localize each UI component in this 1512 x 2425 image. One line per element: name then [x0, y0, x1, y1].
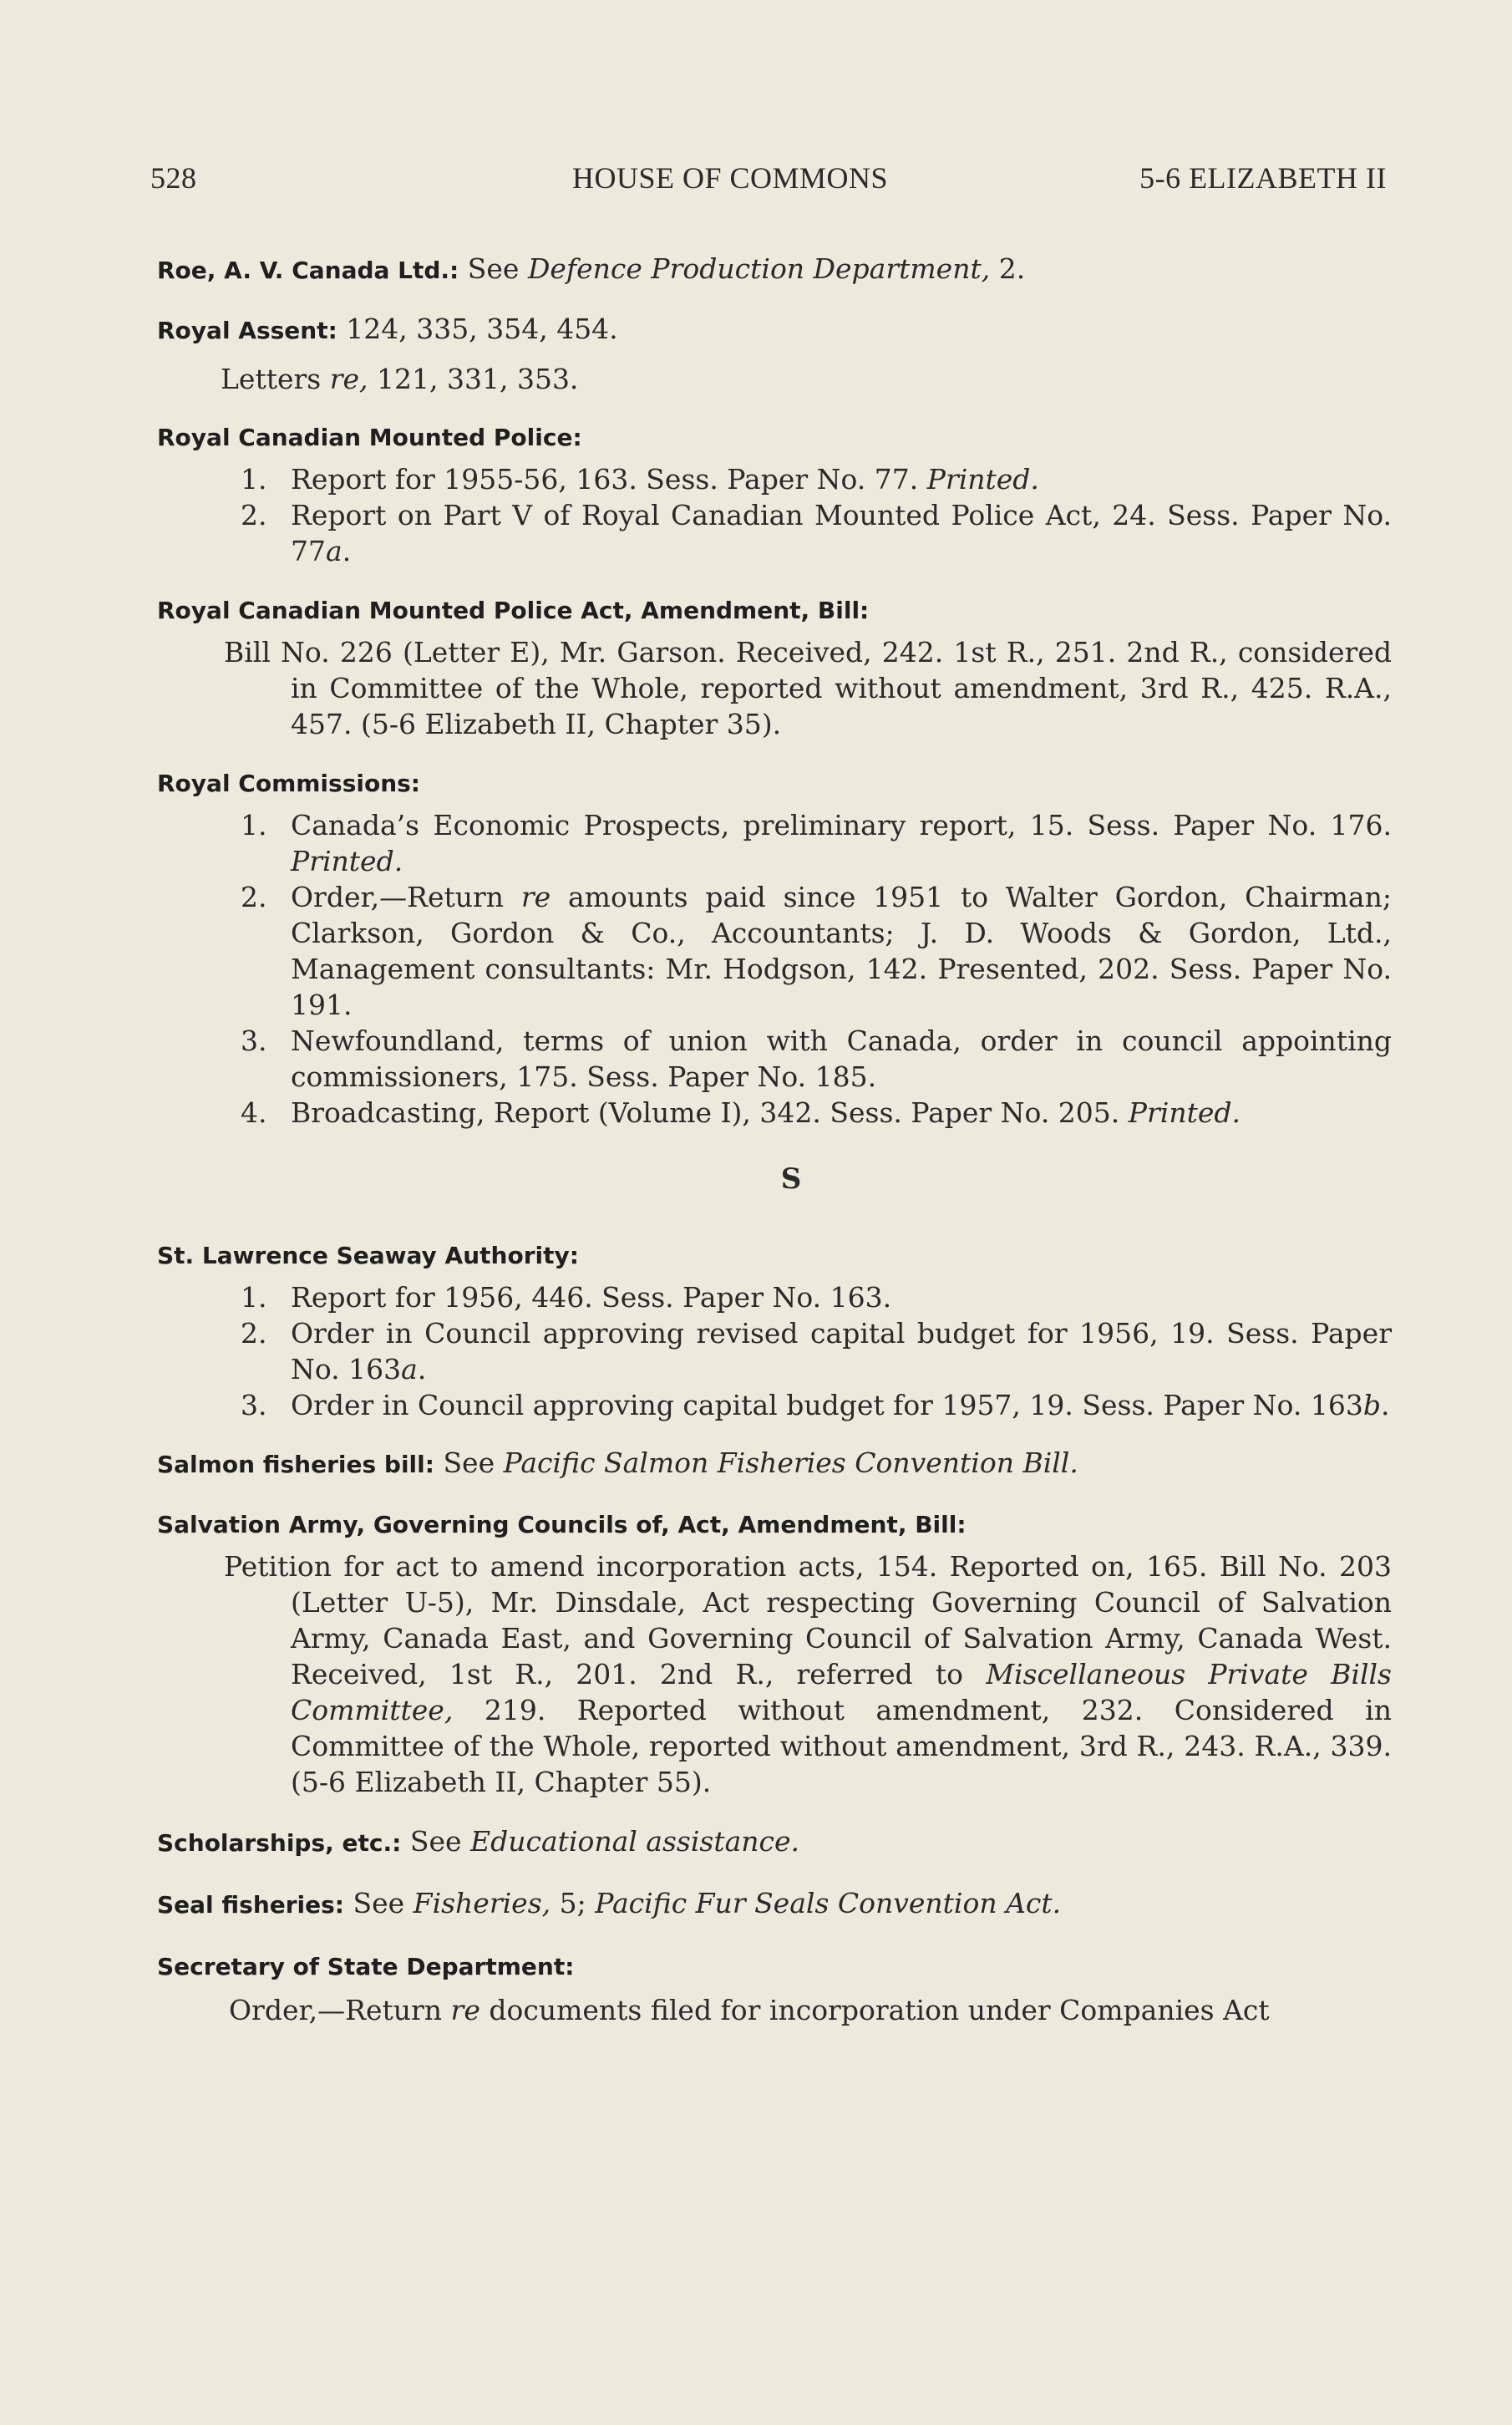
- see-word: See: [467, 252, 520, 285]
- entry-heading: Scholarships, etc.:: [157, 1829, 402, 1857]
- cross-reference: Fisheries,: [413, 1887, 551, 1919]
- index-entries: [157, 251, 1392, 2029]
- entry-roe: [157, 251, 1392, 289]
- entry-heading: Salvation Army, Governing Councils of, Act, Amendment, Bill:: [157, 1511, 967, 1538]
- cross-reference: Pacific Fur Seals Convention Act.: [595, 1887, 1062, 1919]
- royal-commissions-list: [157, 807, 1392, 1131]
- see-word: See: [353, 1887, 405, 1919]
- cross-reference: Pacific Salmon Fisheries Convention Bill.: [503, 1446, 1078, 1479]
- subentry-letters: [157, 361, 1392, 398]
- entry-heading: Royal Assent:: [157, 317, 337, 344]
- page-references: 121, 331, 353.: [377, 363, 579, 395]
- entry-seal-fisheries: [157, 1885, 1392, 1924]
- see-word: See: [409, 1825, 462, 1858]
- running-title: HOUSE OF COMMONS: [572, 161, 889, 195]
- page-references: 124, 335, 354, 454.: [346, 313, 618, 345]
- list-item: 1. Canada’s Economic Prospects, preliminary report, 15. Sess. Paper No. 176. Printed.: [241, 809, 1392, 877]
- seaway-list: [157, 1279, 1392, 1423]
- entry-royal-commissions: [157, 764, 1392, 802]
- list-item: 1. Report for 1956, 446. Sess. Paper No. 163.: [241, 1281, 892, 1314]
- list-item: 1. Report for 1955-56, 163. Sess. Paper No. 77. Printed.: [241, 463, 1039, 496]
- entry-heading: Royal Canadian Mounted Police Act, Amendment, Bill:: [157, 597, 870, 624]
- re-word: re,: [329, 363, 368, 395]
- subentry-label: Letters: [221, 363, 322, 395]
- reference-number: 5;: [559, 1887, 586, 1919]
- section-letter: S: [780, 1162, 802, 1196]
- list-item: 2. Order,—Return re amounts paid since 1951 to Walter Gordon, Chairman; Clarkson, Gordon & Co., Accountants; J. D. Woods & Gordon, Ltd., Management consultants: Mr. Hodgson, 142. Presented, 202. Sess. Paper No. 191.: [241, 881, 1392, 1021]
- cross-reference: Educational assistance.: [470, 1825, 800, 1858]
- entry-rcmp: [157, 418, 1392, 456]
- entry-royal-assent: [157, 311, 1392, 349]
- entry-salvation-army: [157, 1505, 1392, 1543]
- entry-heading: Royal Canadian Mounted Police:: [157, 424, 582, 451]
- entry-text: Bill No. 226 (Letter E), Mr. Garson. Received, 242. 1st R., 251. 2nd R., considered in Committee of the Whole, reported without amendment, 3rd R., 425. R.A., 457. (5-6 Elizabeth II, Chapter 35).: [224, 636, 1392, 740]
- entry-text: Petition for act to amend incorporation acts, 154. Reported on, 165. Bill No. 203 (Letter U-5), Mr. Dinsdale, Act respecting Governing Council of Salvation Army, Canada East, and Governing Council of Salvation Army, Canada West. Received, 1st R., 201. 2nd R., referred to Miscellaneous Private Bills Committee, 219. Reported without amendment, 232. Considered in Committee of the Whole, reported without amendment, 3rd R., 243. R.A., 339. (5-6 Elizabeth II, Chapter 55).: [224, 1550, 1392, 1798]
- rcmp-list: [157, 461, 1392, 569]
- entry-heading: Royal Commissions:: [157, 770, 420, 797]
- list-item: 4. Broadcasting, Report (Volume I), 342. Sess. Paper No. 205. Printed.: [241, 1096, 1241, 1129]
- list-item: 3. Newfoundland, terms of union with Canada, order in council appointing commissioners, 175. Sess. Paper No. 185.: [241, 1024, 1392, 1093]
- entry-heading: Roe, A. V. Canada Ltd.:: [157, 257, 459, 284]
- session-label: 5-6 ELIZABETH II: [1139, 161, 1387, 195]
- entry-salmon: [157, 1445, 1392, 1483]
- list-item: 3. Order in Council approving capital budget for 1957, 19. Sess. Paper No. 163b.: [241, 1389, 1390, 1421]
- reference-number: 2.: [998, 252, 1026, 285]
- cross-reference: Defence Production Department,: [527, 252, 991, 285]
- entry-heading: St. Lawrence Seaway Authority:: [157, 1242, 579, 1269]
- running-head: [150, 160, 1387, 202]
- entry-rcmp-act: [157, 591, 1392, 629]
- list-item: 2. Report on Part V of Royal Canadian Mounted Police Act, 24. Sess. Paper No. 77a.: [241, 499, 1392, 567]
- entry-heading: Seal fisheries:: [157, 1891, 344, 1919]
- list-item: 2. Order in Council approving revised capital budget for 1956, 19. Sess. Paper No. 163a.: [241, 1317, 1392, 1385]
- entry-scholarships: [157, 1823, 1392, 1862]
- entry-seaway: [157, 1236, 1392, 1274]
- entry-heading: Secretary of State Department:: [157, 1953, 575, 1980]
- entry-text: Order,—Return re documents filed for incorporation under Companies Act: [229, 1994, 1270, 2026]
- see-word: See: [443, 1446, 495, 1479]
- entry-secretary-of-state: [157, 1947, 1392, 1985]
- page-number: 528: [150, 161, 197, 195]
- entry-heading: Salmon fisheries bill:: [157, 1451, 434, 1478]
